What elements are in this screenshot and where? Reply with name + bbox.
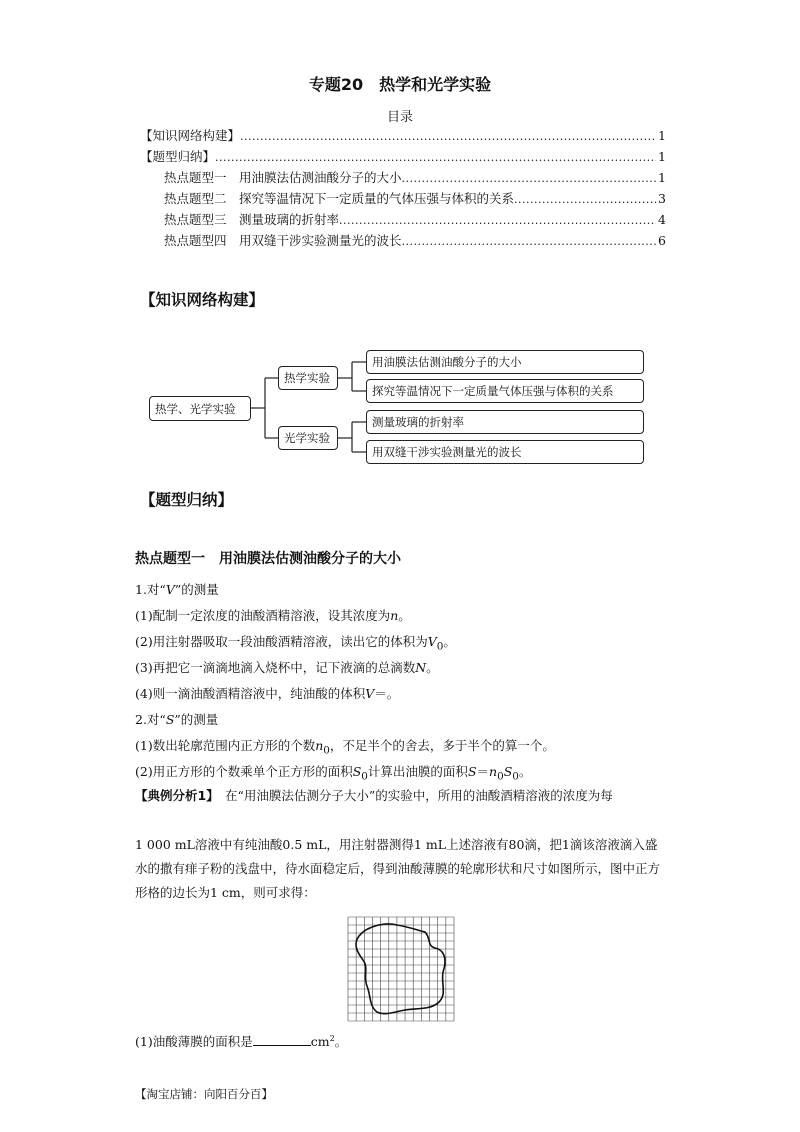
text-line: (1)配制一定浓度的油酸酒精溶液，设其浓度为n。	[135, 608, 411, 623]
toc-entry-page: 1	[658, 128, 666, 143]
example-paragraph	[135, 784, 665, 808]
example-label: 【典例分析1】	[135, 788, 213, 803]
toc-entry-page: 1	[658, 149, 666, 164]
section-heading-topic-summary: 【题型归纳】	[140, 491, 234, 509]
example-paragraph-continued: 1 000 mL溶液中有纯油酸0.5 mL，用注射器测得1 mL上述溶液有80滴，把1滴该溶液滴入盛水的撒有痱子粉的浅盘中，待水面稳定后，得到油酸薄膜的轮廓形状和尺寸如图所示，图中正方形格的边长为1 cm，则可求得：	[135, 837, 661, 900]
text-line: 2.对“S”的测量	[135, 712, 219, 727]
toc-entry[interactable]	[164, 210, 666, 229]
footer-shop-label: 【淘宝店铺：向阳百分百】	[135, 1087, 273, 1101]
toc-entry[interactable]	[140, 147, 666, 166]
network-leaf-oil-film: 用油膜法估测油酸分子的大小	[366, 350, 644, 374]
oil-film-figure	[347, 916, 455, 1022]
text-line: (1)数出轮廓范围内正方形的个数$n_0$，不足半个的舍去，多于半个的算一个。	[135, 738, 555, 757]
answer-blank[interactable]	[253, 1033, 311, 1046]
text-line: (4)则一滴油酸酒精溶液中，纯油酸的体积V＝。	[135, 686, 400, 701]
toc-entry-page: 3	[658, 191, 666, 206]
network-root-node: 热学、光学实验	[149, 396, 251, 421]
network-branch-optical: 光学实验	[278, 426, 338, 450]
toc-entry[interactable]	[164, 231, 666, 250]
toc-entry-page: 4	[658, 212, 666, 227]
toc-entry-page: 6	[658, 233, 666, 248]
network-leaf-refraction: 测量玻璃的折射率	[366, 410, 644, 434]
toc-entry-text: 热点题型一 用油膜法估测油酸分子的大小	[164, 170, 402, 185]
network-leaf-double-slit: 用双缝干涉实验测量光的波长	[366, 440, 644, 464]
page-title: 专题20 热学和光学实验	[308, 75, 492, 94]
knowledge-network-diagram	[140, 345, 660, 470]
toc-entry-page: 1	[658, 170, 666, 185]
toc-entry-text: 【题型归纳】	[140, 149, 216, 164]
toc-entry[interactable]	[164, 168, 666, 187]
text-line: (2)用注射器吸取一段油酸酒精溶液，读出它的体积为$V_0$。	[135, 634, 456, 653]
network-leaf-gas-law: 探究等温情况下一定质量气体压强与体积的关系	[366, 379, 644, 403]
toc-heading: 目录	[386, 110, 413, 125]
toc-entry-text: 热点题型二 探究等温情况下一定质量的气体压强与体积的关系	[164, 191, 515, 206]
text-line: (3)再把它一滴滴地滴入烧杯中，记下液滴的总滴数N。	[135, 660, 439, 675]
section-heading-knowledge-network: 【知识网络构建】	[140, 291, 265, 309]
toc-entry-text: 热点题型三 测量玻璃的折射率	[164, 212, 340, 227]
toc-entry[interactable]	[140, 126, 666, 145]
network-branch-thermal: 热学实验	[278, 366, 338, 390]
grid-figure	[347, 916, 455, 1022]
toc-entry-text: 【知识网络构建】	[140, 128, 241, 143]
text-line: 1.对“V”的测量	[135, 582, 219, 597]
toc-entry[interactable]	[164, 189, 666, 208]
question-1: (1)油酸薄膜的面积是 $cm^2$。	[135, 1033, 348, 1049]
oil-film-outline	[356, 924, 445, 1014]
topic1-heading: 热点题型一 用油膜法估测油酸分子的大小	[135, 551, 401, 567]
text-line: (2)用正方形的个数乘单个正方形的面积$S_0$计算出油膜的面积$S=n_0S_0$。	[135, 764, 532, 783]
toc-entry-text: 热点题型四 用双缝干涉实验测量光的波长	[164, 233, 402, 248]
example-text: 在“用油膜法估测分子大小”的实验中，所用的油酸酒精溶液的浓度为每	[212, 788, 613, 803]
